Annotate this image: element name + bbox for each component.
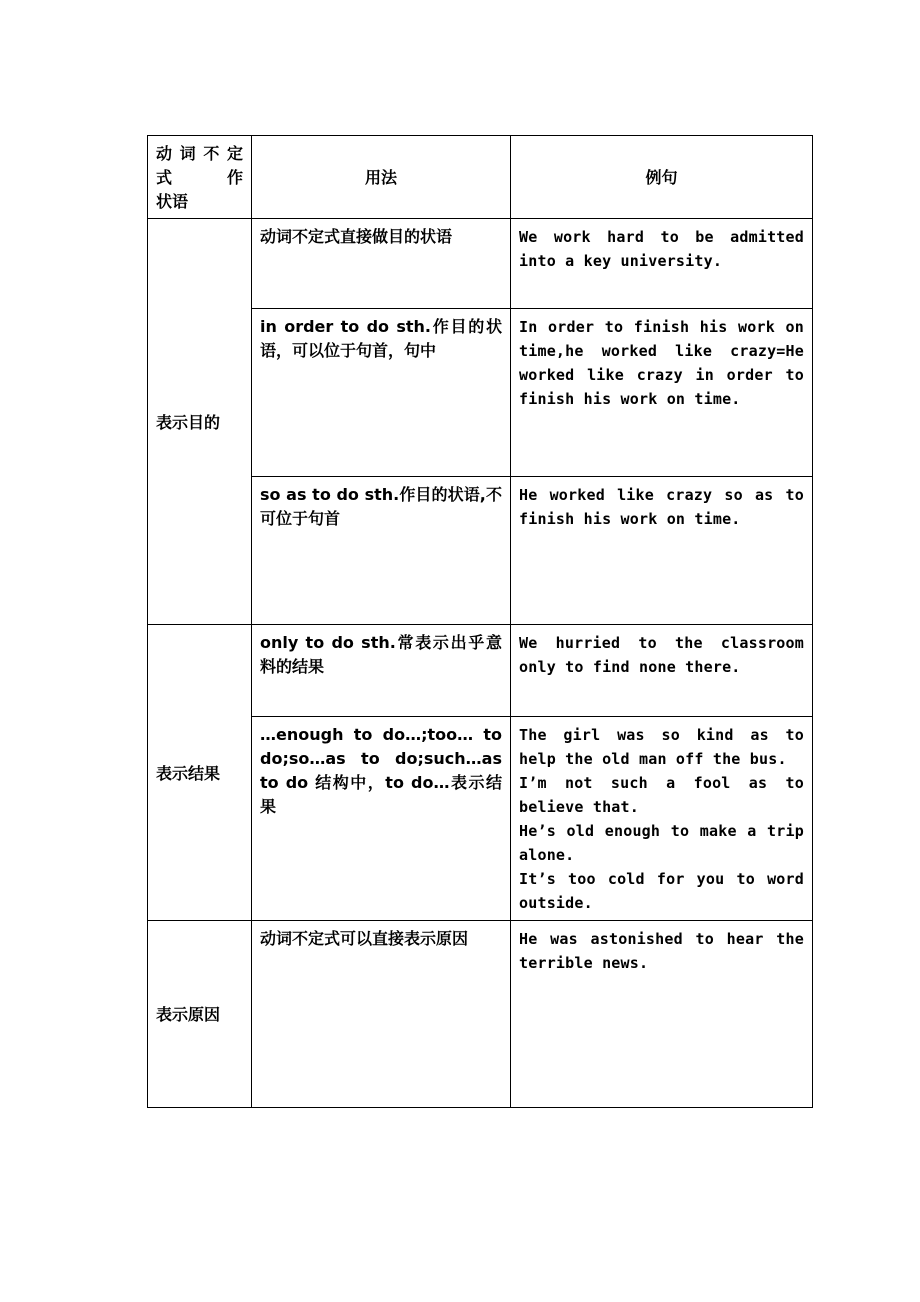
example-cell: He was astonished to hear the terrible news. — [511, 921, 813, 1108]
example-cell: We hurried to the classroom only to find none there. — [511, 625, 813, 717]
usage-cell: …enough to do…;too… to do;so…as to do;such…as to do 结构中，to do…表示结果 — [252, 717, 511, 921]
category-cell-cause: 表示原因 — [148, 921, 252, 1108]
usage-cell: 动词不定式可以直接表示原因 — [252, 921, 511, 1108]
usage-cell: so as to do sth.作目的状语,不可位于句首 — [252, 477, 511, 625]
example-cell: In order to finish his work on time,he worked like crazy=He worked like crazy in order to finish his work on time. — [511, 309, 813, 477]
category-cell-purpose: 表示目的 — [148, 219, 252, 625]
header-topic-line: 状语 — [156, 192, 189, 211]
usage-cell: only to do sth.常表示出乎意料的结果 — [252, 625, 511, 717]
header-cell-usage: 用法 — [252, 136, 511, 219]
table-header-row — [148, 136, 813, 219]
table-row — [148, 219, 813, 309]
header-cell-topic — [148, 136, 252, 219]
example-cell: We work hard to be admitted into a key university. — [511, 219, 813, 309]
usage-cell: 动词不定式直接做目的状语 — [252, 219, 511, 309]
example-sentence: I’m not such a fool as to believe that. — [519, 774, 804, 816]
header-cell-example: 例句 — [511, 136, 813, 219]
table-row — [148, 625, 813, 717]
category-cell-result: 表示结果 — [148, 625, 252, 921]
header-topic-line: 式 作 — [156, 168, 243, 187]
usage-cell: in order to do sth.作目的状语，可以位于句首，句中 — [252, 309, 511, 477]
example-sentence: He’s old enough to make a trip alone. — [519, 822, 804, 864]
header-topic-line: 动词不定 — [156, 144, 243, 163]
table-row — [148, 921, 813, 1108]
example-cell — [511, 717, 813, 921]
example-cell: He worked like crazy so as to finish his work on time. — [511, 477, 813, 625]
example-sentence: It’s too cold for you to word outside. — [519, 870, 804, 912]
example-sentence: The girl was so kind as to help the old man off the bus. — [519, 726, 804, 768]
grammar-table — [147, 135, 813, 1108]
